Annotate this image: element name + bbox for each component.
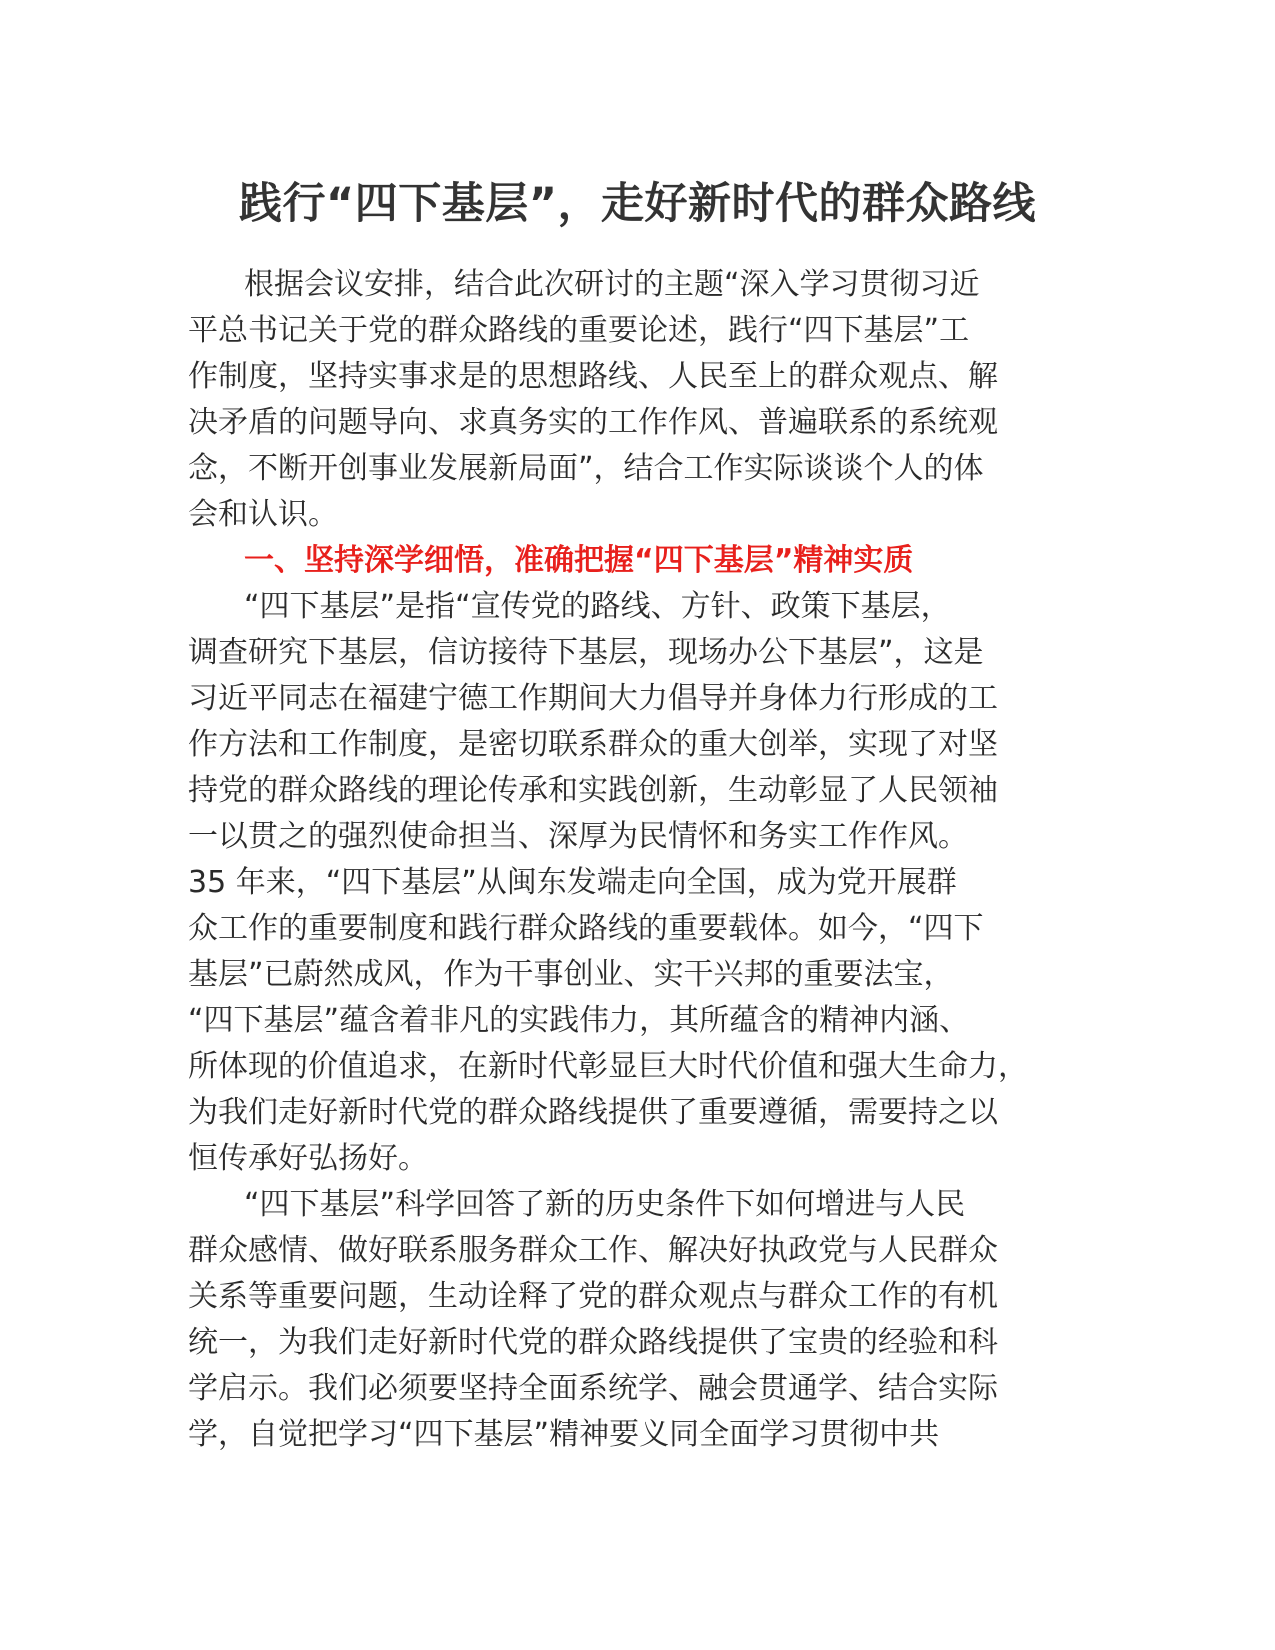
paragraph-line: 作方法和工作制度，是密切联系群众的重大创举，实现了对坚 <box>188 727 998 762</box>
paragraph-science <box>188 1182 1088 1458</box>
intro-paragraph <box>188 262 1088 538</box>
paragraph-line: 根据会议安排，结合此次研讨的主题“深入学习贯彻习近 <box>244 267 980 302</box>
paragraph-line: “四下基层”科学回答了新的历史条件下如何增进与人民 <box>244 1187 966 1222</box>
document-title: 践行“四下基层”，走好新时代的群众路线 <box>238 179 1037 229</box>
paragraph-line: 学，自觉把学习“四下基层”精神要义同全面学习贯彻中共 <box>188 1417 940 1452</box>
paragraph-line: 基层”已蔚然成风，作为干事创业、实干兴邦的重要法宝， <box>188 957 954 992</box>
section-heading: 一、坚持深学细悟，准确把握“四下基层”精神实质 <box>244 543 914 578</box>
paragraph-line: 众工作的重要制度和践行群众路线的重要载体。如今，“四下 <box>188 911 984 946</box>
paragraph-line: 为我们走好新时代党的群众路线提供了重要遵循，需要持之以 <box>188 1095 998 1130</box>
paragraph-line: 平总书记关于党的群众路线的重要论述，践行“四下基层”工 <box>188 313 970 348</box>
paragraph-line: “四下基层”蕴含着非凡的实践伟力，其所蕴含的精神内涵、 <box>188 1003 970 1038</box>
paragraph-line: 持党的群众路线的理论传承和实践创新，生动彰显了人民领袖 <box>188 773 998 808</box>
paragraph-line: 恒传承好弘扬好。 <box>188 1141 428 1176</box>
paragraph-line: 一以贯之的强烈使命担当、深厚为民情怀和务实工作作风。 <box>188 819 968 854</box>
paragraph-line: 统一，为我们走好新时代党的群众路线提供了宝贵的经验和科 <box>188 1325 998 1360</box>
paragraph-line: 所体现的价值追求，在新时代彰显巨大时代价值和强大生命力， <box>188 1049 1028 1084</box>
paragraph-line: 群众感情、做好联系服务群众工作、解决好执政党与人民群众 <box>188 1233 998 1268</box>
document-body <box>188 262 1088 1458</box>
paragraph-line: 习近平同志在福建宁德工作期间大力倡导并身体力行形成的工 <box>188 681 998 716</box>
paragraph-line: 作制度，坚持实事求是的思想路线、人民至上的群众观点、解 <box>188 359 998 394</box>
paragraph-line: 调查研究下基层，信访接待下基层，现场办公下基层”，这是 <box>188 635 984 670</box>
paragraph-line: 35 年来，“四下基层”从闽东发端走向全国，成为党开展群 <box>188 865 957 900</box>
paragraph-line: 会和认识。 <box>188 497 338 532</box>
paragraph-line: 念，不断开创事业发展新局面”，结合工作实际谈谈个人的体 <box>188 451 984 486</box>
paragraph-line: “四下基层”是指“宣传党的路线、方针、政策下基层， <box>244 589 951 624</box>
paragraph-four-levels <box>188 584 1088 1182</box>
paragraph-line: 关系等重要问题，生动诠释了党的群众观点与群众工作的有机 <box>188 1279 998 1314</box>
paragraph-line: 学启示。我们必须要坚持全面系统学、融会贯通学、结合实际 <box>188 1371 998 1406</box>
paragraph-line: 决矛盾的问题导向、求真务实的工作作风、普遍联系的系统观 <box>188 405 998 440</box>
